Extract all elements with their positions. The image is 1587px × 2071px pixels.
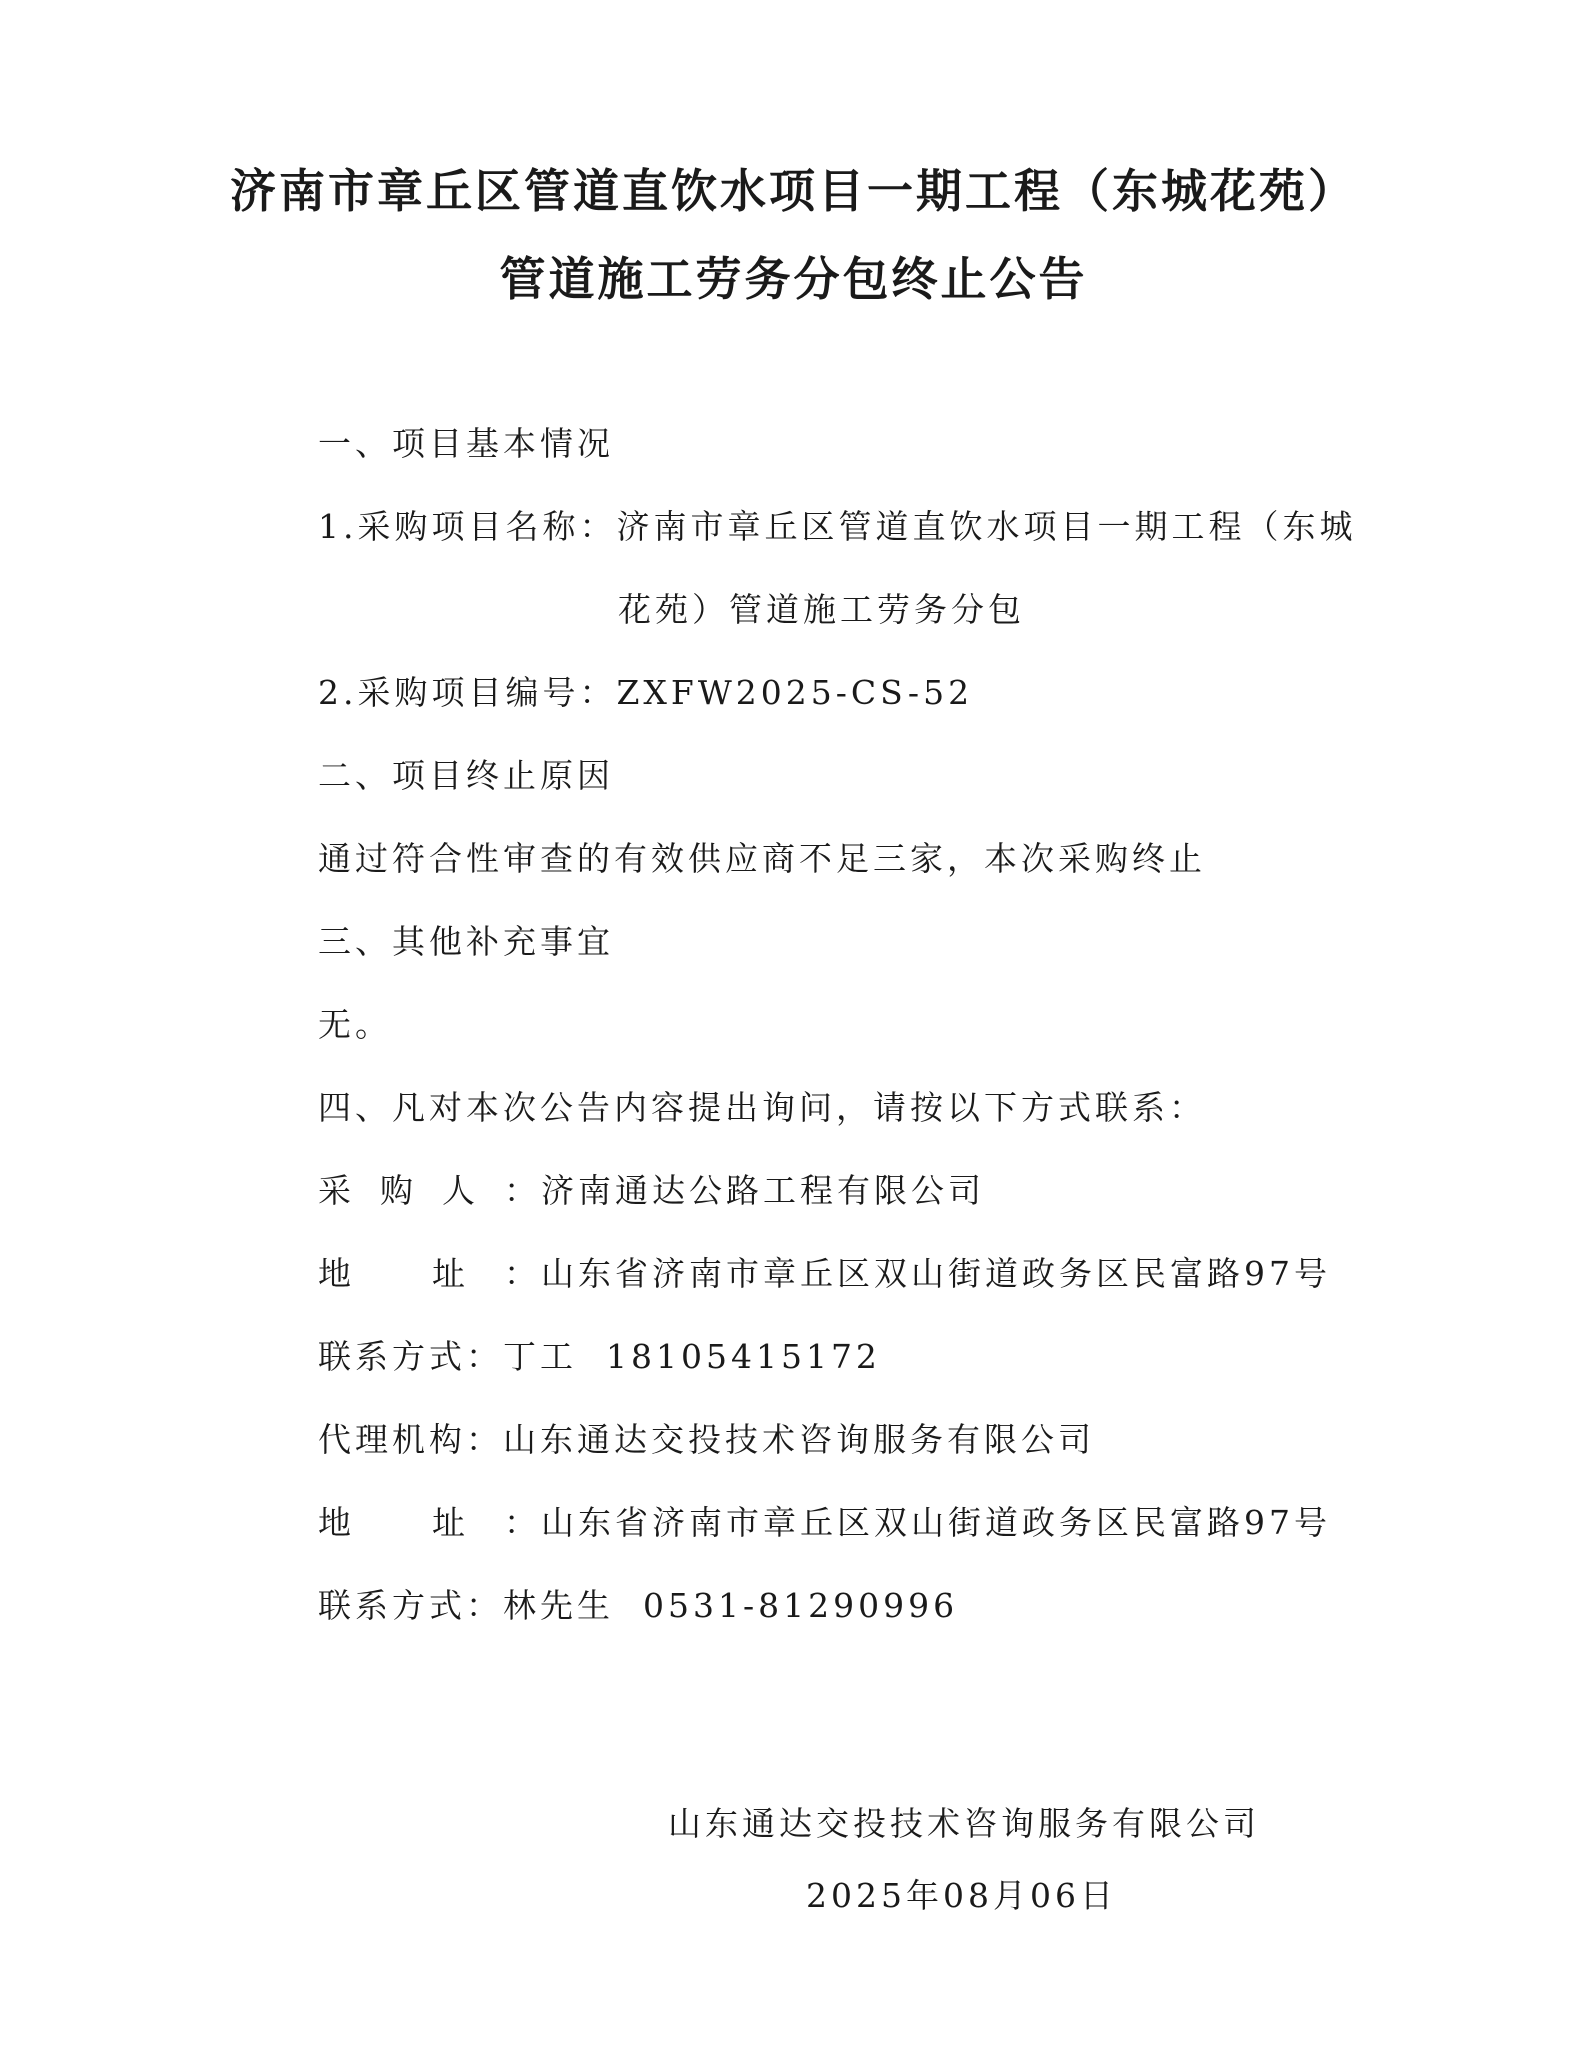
address-label — [318, 1497, 504, 1544]
address-label-char: 址 — [432, 1254, 465, 1293]
purchaser-colon: ： — [504, 1171, 541, 1210]
address-label — [318, 1248, 504, 1295]
agency-contact-row — [318, 1580, 958, 1627]
agency-address-value: 山东省济南市章丘区双山街道政务区民富路97号 — [541, 1503, 1331, 1542]
section-4-heading: 四、凡对本次公告内容提出询问，请按以下方式联系： — [318, 1088, 1206, 1127]
section-1-heading: 一、项目基本情况 — [318, 424, 614, 463]
agency-value: 山东通达交投技术咨询服务有限公司 — [503, 1420, 1095, 1459]
address-colon: ： — [504, 1254, 541, 1293]
agency-contact-value: 林先生 0531-81290996 — [503, 1586, 959, 1625]
project-name-value-line-1: 济南市章丘区管道直饮水项目一期工程（东城 — [616, 507, 1357, 546]
project-name-row — [318, 501, 1357, 548]
section-2-heading: 二、项目终止原因 — [318, 756, 614, 795]
address-label-char: 地 — [318, 1254, 351, 1293]
address-label-char: 址 — [432, 1503, 465, 1542]
purchaser-address-value: 山东省济南市章丘区双山街道政务区民富路97号 — [541, 1254, 1331, 1293]
agency-address-row — [318, 1497, 1331, 1544]
signature-date: 2025年08月06日 — [806, 1876, 1117, 1915]
purchaser-contact-row — [318, 1331, 881, 1378]
contact-label: 联系方式： — [318, 1586, 503, 1625]
purchaser-row — [318, 1165, 985, 1212]
section-3-heading: 三、其他补充事宜 — [318, 922, 614, 961]
purchaser-contact-value: 丁工 18105415172 — [503, 1337, 881, 1376]
purchaser-label-char: 购 — [380, 1171, 413, 1210]
page-title-line-1: 济南市章丘区管道直饮水项目一期工程（东城花苑） — [230, 164, 1357, 218]
address-colon: ： — [504, 1503, 541, 1542]
project-name-value-line-2: 花苑）管道施工劳务分包 — [618, 590, 1025, 629]
contact-label: 联系方式： — [318, 1337, 503, 1376]
purchaser-value: 济南通达公路工程有限公司 — [541, 1171, 985, 1210]
project-number-label: 2.采购项目编号： — [318, 673, 617, 712]
purchaser-label-char: 人 — [442, 1171, 475, 1210]
page-title-line-2: 管道施工劳务分包终止公告 — [499, 252, 1088, 306]
purchaser-address-row — [318, 1248, 1331, 1295]
project-number-row — [318, 667, 973, 714]
termination-reason: 通过符合性审查的有效供应商不足三家，本次采购终止 — [318, 839, 1206, 878]
project-name-label: 1.采购项目名称： — [318, 507, 617, 546]
supplementary-info: 无。 — [318, 1005, 392, 1044]
address-label-char: 地 — [318, 1503, 351, 1542]
agency-row — [318, 1414, 1095, 1461]
purchaser-label — [318, 1165, 504, 1212]
project-number-value: ZXFW2025-CS-52 — [616, 673, 974, 712]
signature-company: 山东通达交投技术咨询服务有限公司 — [668, 1804, 1260, 1843]
agency-label: 代理机构： — [318, 1420, 503, 1459]
purchaser-label-char: 采 — [318, 1171, 351, 1210]
